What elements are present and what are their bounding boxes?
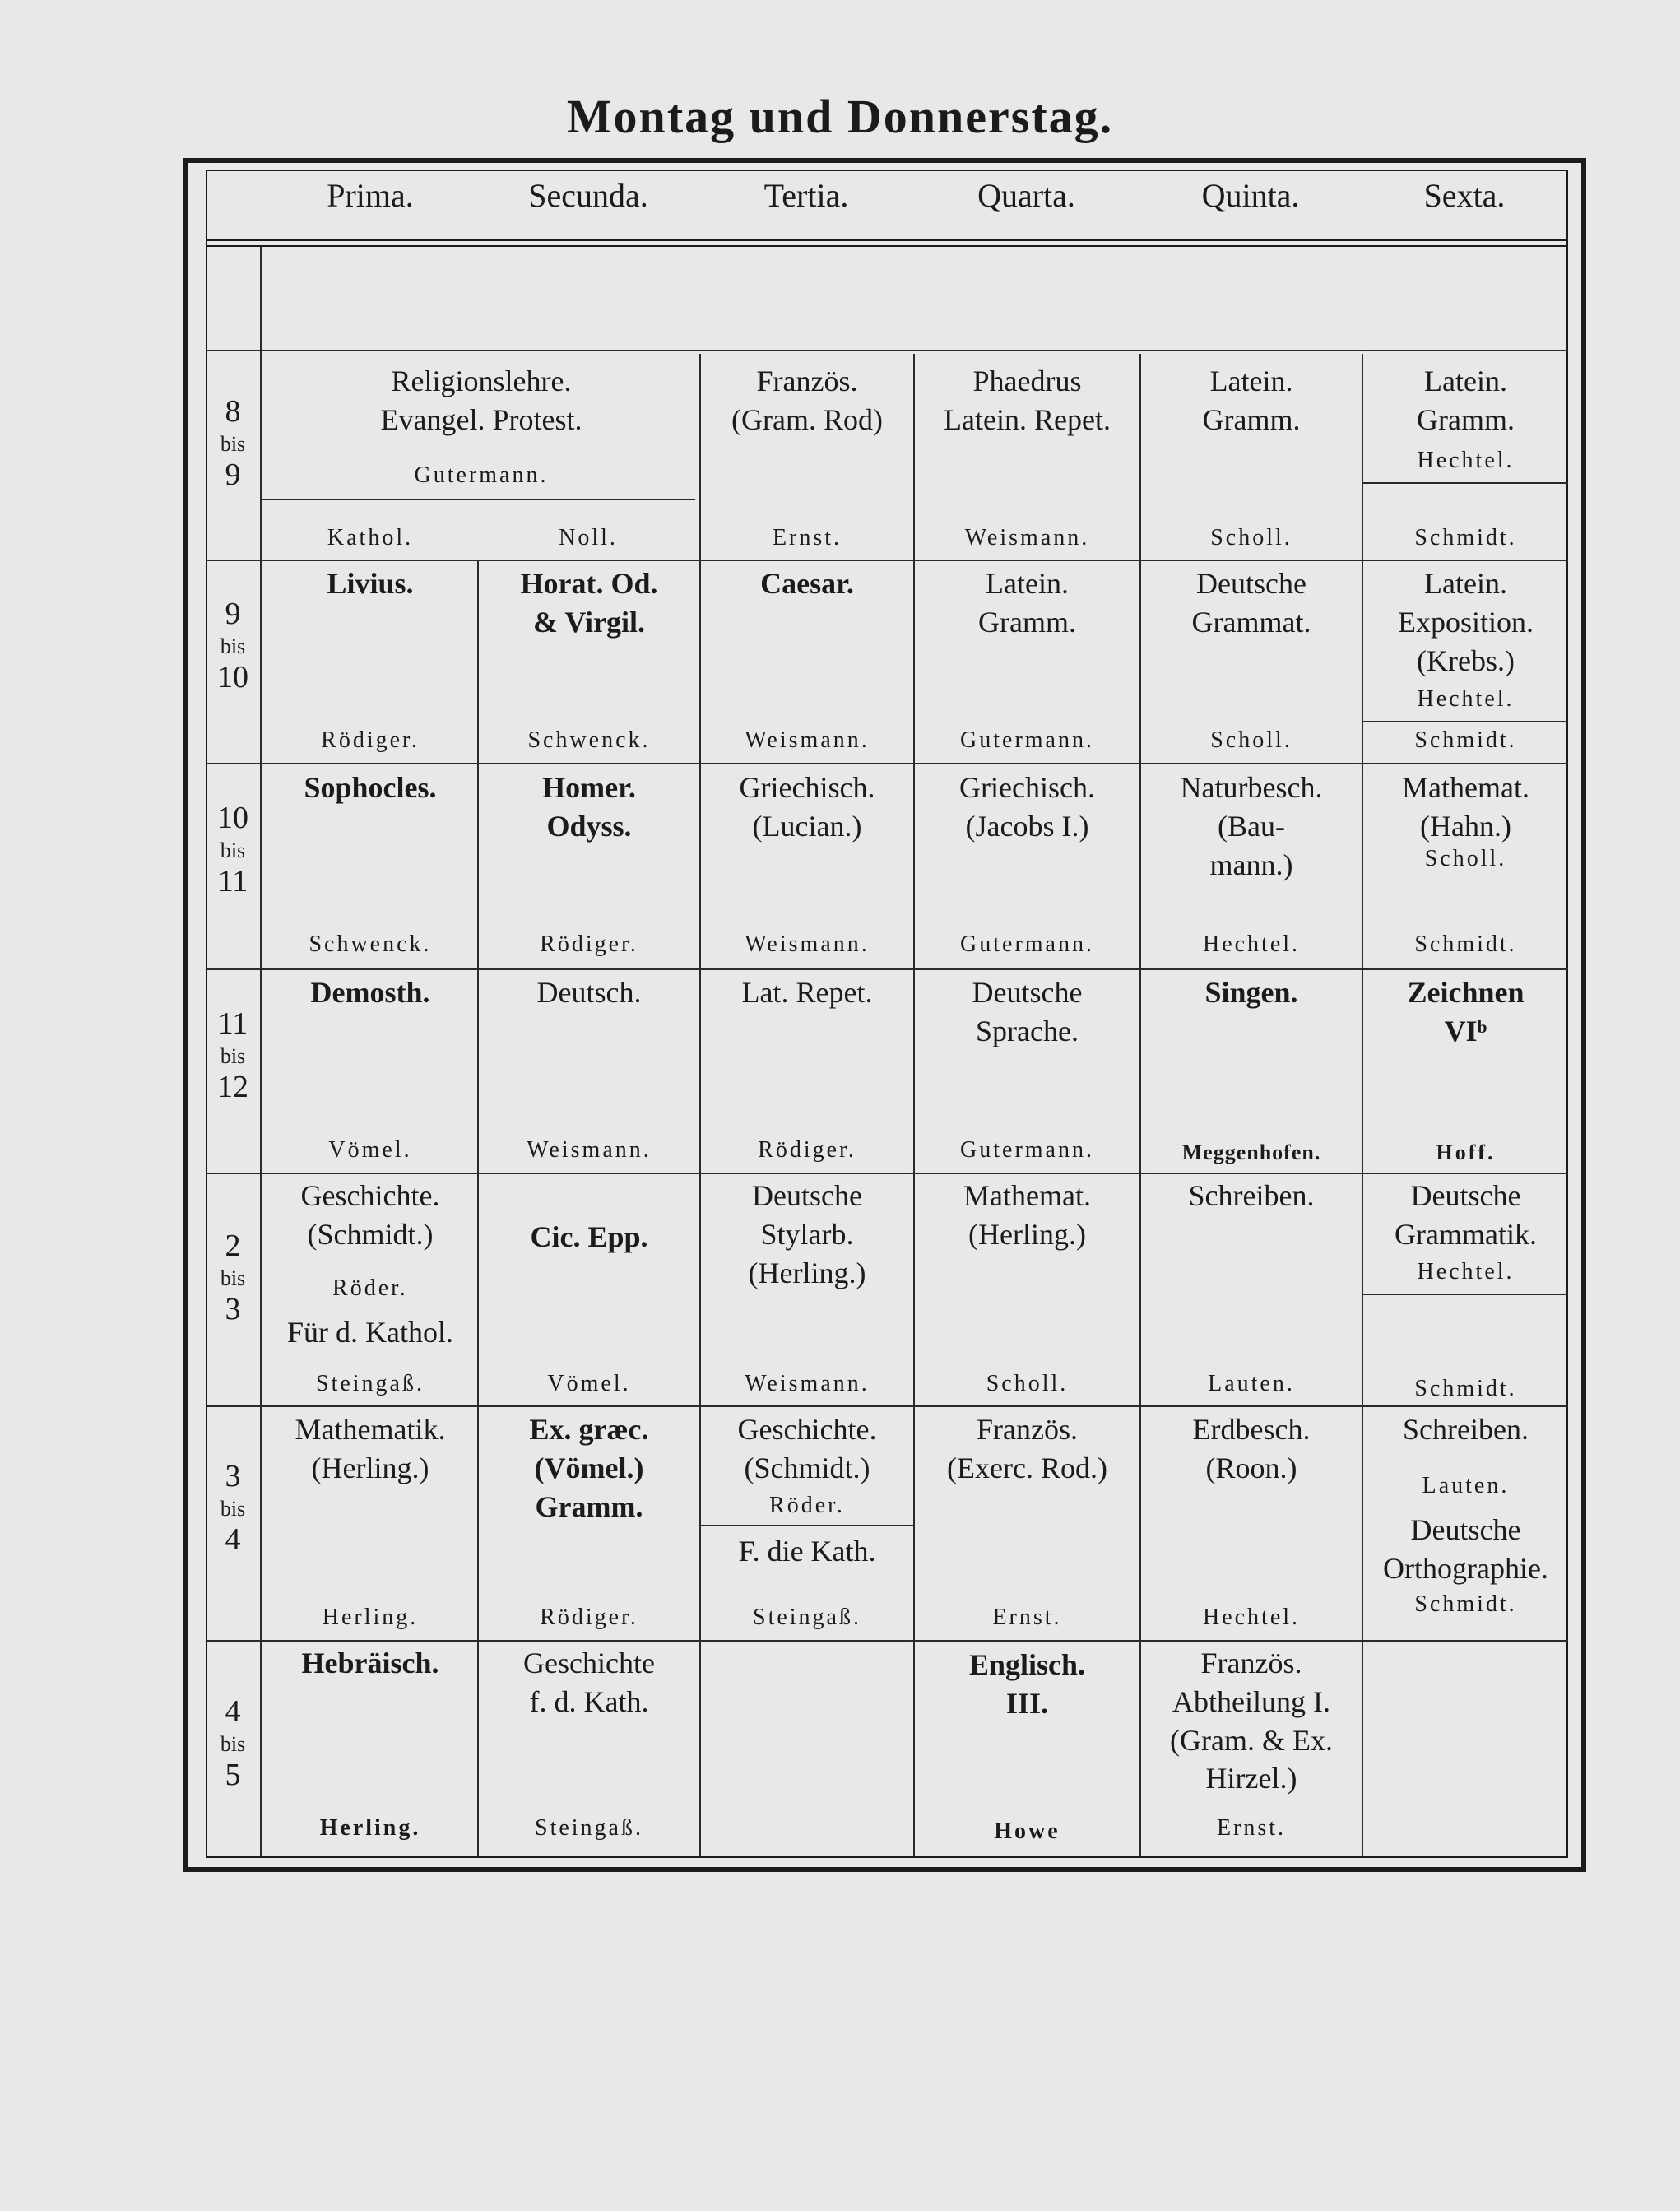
r2-quinta-subject: Deutsche Grammat. [1191, 567, 1311, 639]
r2-prima-teacher: Rödiger. [321, 727, 420, 753]
r4-tertia-teacher: Rödiger. [758, 1137, 856, 1163]
r3-prima-teacher: Schwenck. [309, 931, 432, 957]
time-row-divider [207, 968, 262, 970]
r4-prima-teacher: Vömel. [328, 1137, 412, 1163]
r4-secunda-subject: Deutsch. [536, 976, 642, 1009]
time-row-divider [207, 350, 262, 351]
r2-prima-subject: Livius. [327, 567, 414, 600]
r3-secunda-teacher: Rödiger. [540, 931, 638, 957]
time-slot-4-5: 4 bis 5 [220, 1694, 246, 1792]
time-slot-8-9: 8 bis 9 [220, 394, 246, 492]
r2-secunda-teacher: Schwenck. [527, 727, 651, 753]
row-divider [262, 350, 1568, 351]
r1-religion-subject: Religionslehre. Evangel. Protest. [380, 365, 582, 436]
r6-tertia-teacher: Steingaß. [753, 1605, 861, 1630]
r4-prima-subject: Demosth. [310, 976, 430, 1009]
r6-sexta-teacher: Schmidt. [1414, 1591, 1517, 1617]
header-divider [207, 239, 1566, 241]
r4-tertia-subject: Lat. Repet. [741, 976, 873, 1009]
col-header-quarta: Quarta. [977, 177, 1075, 214]
sexta-sub-divider [1362, 482, 1568, 484]
r3-prima-subject: Sophocles. [304, 771, 437, 804]
page-title: Montag und Donnerstag. [566, 90, 1114, 143]
time-slot-11-12: 11 bis 12 [217, 1006, 248, 1104]
r6-tertia-subject: Geschichte. (Schmidt.) [737, 1413, 877, 1484]
r2-tertia-teacher: Weismann. [745, 727, 870, 753]
r1-tertia-teacher: Ernst. [772, 525, 842, 550]
r6-secunda-subject: Ex. græc. (Vömel.) Gramm. [529, 1413, 649, 1523]
r6-prima-teacher: Herling. [322, 1605, 419, 1630]
r6-sexta-subject-b: Deutsche Orthographie. [1383, 1513, 1548, 1585]
header-divider-secondary [207, 245, 1566, 247]
time-row-divider [207, 763, 262, 764]
r7-quarta-teacher: Howe [994, 1819, 1060, 1844]
r7-secunda-subject: Geschichte f. d. Kath. [523, 1647, 655, 1718]
r5-sexta-subject: Deutsche Grammatik. [1395, 1179, 1537, 1251]
time-row-divider [207, 1640, 262, 1642]
r1-quarta-subject: Phaedrus Latein. Repet. [944, 365, 1111, 436]
r7-prima-teacher: Herling. [319, 1815, 421, 1841]
r1-sexta-teacher-a: Hechtel. [1417, 448, 1515, 473]
row-divider [262, 1173, 1568, 1174]
r5-sexta-teacher-a: Hechtel. [1417, 1259, 1515, 1284]
r6-sexta-teacher-a: Lauten. [1422, 1473, 1510, 1498]
religion-sub-divider [262, 499, 695, 500]
col-header-quinta: Quinta. [1201, 177, 1300, 214]
r5-quarta-subject: Mathemat. (Herling.) [963, 1179, 1091, 1251]
time-row-divider [207, 1405, 262, 1407]
r4-quarta-subject: Deutsche Sprache. [972, 976, 1083, 1047]
r3-sexta-teacher: Schmidt. [1414, 931, 1517, 957]
row-divider [262, 968, 1568, 970]
r3-tertia-subject: Griechisch. (Lucian.) [739, 771, 875, 843]
r6-quarta-subject: Französ. (Exerc. Rod.) [947, 1413, 1107, 1484]
r4-sexta-teacher: Hoff. [1436, 1140, 1496, 1164]
sexta-sub-divider [1362, 721, 1568, 722]
r7-prima-subject: Hebräisch. [301, 1647, 439, 1679]
r2-quarta-subject: Latein. Gramm. [978, 567, 1076, 639]
r1-prima-teacher: Kathol. [327, 525, 414, 550]
r5-quinta-subject: Schreiben. [1188, 1179, 1315, 1212]
r5-prima-subject: Geschichte. (Schmidt.) [300, 1179, 440, 1251]
r1-tertia-subject: Französ. (Gram. Rod) [731, 365, 883, 436]
r6-quarta-teacher: Ernst. [992, 1605, 1062, 1630]
col-header-secunda: Secunda. [528, 177, 648, 214]
r6-secunda-teacher: Rödiger. [540, 1605, 638, 1630]
r7-quinta-subject: Französ. Abtheilung I. (Gram. & Ex. Hirzel.) [1170, 1647, 1333, 1795]
r2-sexta-subject: Latein. Exposition. (Krebs.) [1397, 567, 1534, 677]
row-divider [262, 763, 1568, 764]
r5-quarta-teacher: Scholl. [986, 1371, 1069, 1396]
r7-secunda-teacher: Steingaß. [535, 1815, 643, 1841]
r5-quinta-teacher: Lauten. [1208, 1371, 1295, 1396]
col-header-tertia: Tertia. [763, 177, 849, 214]
r7-quinta-teacher: Ernst. [1216, 1815, 1287, 1841]
r2-quarta-teacher: Gutermann. [960, 727, 1094, 753]
r4-sexta-subject: Zeichnen VIᵇ [1407, 976, 1525, 1047]
sexta-sub-divider [1362, 1294, 1568, 1295]
r3-tertia-teacher: Weismann. [745, 931, 870, 957]
r6-tertia-teacher-a: Röder. [769, 1493, 845, 1518]
r1-sexta-teacher: Schmidt. [1414, 525, 1517, 550]
r5-tertia-teacher: Weismann. [745, 1371, 870, 1396]
row-divider [262, 1405, 1568, 1407]
r6-quinta-subject: Erdbesch. (Roon.) [1192, 1413, 1311, 1484]
col-header-sexta: Sexta. [1423, 177, 1506, 214]
r5-secunda-subject: Cic. Epp. [530, 1220, 648, 1253]
r5-secunda-teacher: Vömel. [547, 1371, 631, 1396]
r6-quinta-teacher: Hechtel. [1202, 1605, 1301, 1630]
r3-sexta-subject: Mathemat. (Hahn.) [1402, 771, 1529, 843]
r3-sexta-teacher-a: Scholl. [1424, 846, 1507, 871]
r2-quinta-teacher: Scholl. [1210, 727, 1292, 753]
time-slot-2-3: 2 bis 3 [220, 1229, 246, 1326]
time-row-divider [207, 1173, 262, 1174]
r1-secunda-teacher: Noll. [559, 525, 618, 550]
time-slot-9-10: 9 bis 10 [217, 597, 248, 694]
r4-quinta-subject: Singen. [1204, 976, 1298, 1009]
r3-quarta-subject: Griechisch. (Jacobs I.) [959, 771, 1095, 843]
col-header-prima: Prima. [327, 177, 414, 214]
r5-sexta-teacher: Schmidt. [1414, 1376, 1517, 1401]
r6-sexta-subject: Schreiben. [1403, 1413, 1529, 1446]
r7-quarta-subject: Englisch. III. [968, 1648, 1086, 1720]
r5-tertia-subject: Deutsche Stylarb. (Herling.) [748, 1179, 866, 1289]
r5-prima-subject-b: Für d. Kathol. [287, 1316, 453, 1349]
r3-quinta-teacher: Hechtel. [1202, 931, 1301, 957]
r4-quarta-teacher: Gutermann. [960, 1137, 1094, 1163]
r2-sexta-teacher: Schmidt. [1414, 727, 1517, 753]
r1-quarta-teacher: Weismann. [964, 525, 1090, 550]
time-column-divider [260, 247, 262, 1856]
time-slot-3-4: 3 bis 4 [220, 1459, 246, 1557]
row-divider [262, 560, 1568, 561]
r6-prima-subject: Mathematik. (Herling.) [295, 1413, 446, 1484]
r2-secunda-subject: Horat. Od. & Virgil. [520, 567, 658, 639]
r1-quinta-teacher: Scholl. [1210, 525, 1292, 550]
r2-sexta-teacher-a: Hechtel. [1417, 686, 1515, 712]
r2-tertia-subject: Caesar. [760, 567, 854, 600]
r3-quinta-subject: Naturbesch. (Bau- mann.) [1180, 771, 1323, 881]
r3-secunda-subject: Homer. Odyss. [542, 771, 636, 843]
r3-quarta-teacher: Gutermann. [960, 931, 1094, 957]
r1-sexta-subject: Latein. Gramm. [1417, 365, 1515, 436]
r5-prima-teacher: Steingaß. [316, 1371, 425, 1396]
r1-religion-teacher: Gutermann. [414, 462, 549, 488]
r4-secunda-teacher: Weismann. [527, 1137, 652, 1163]
time-row-divider [207, 560, 262, 561]
row-divider [262, 1640, 1568, 1642]
r1-quinta-subject: Latein. Gramm. [1202, 365, 1301, 436]
time-slot-10-11: 10 bis 11 [217, 801, 248, 899]
r6-tertia-subject-b: F. die Kath. [738, 1535, 876, 1568]
tertia-sub-divider [699, 1525, 913, 1526]
r4-quinta-teacher: Meggenhofen. [1181, 1140, 1321, 1164]
r5-prima-teacher-a: Röder. [332, 1275, 408, 1301]
